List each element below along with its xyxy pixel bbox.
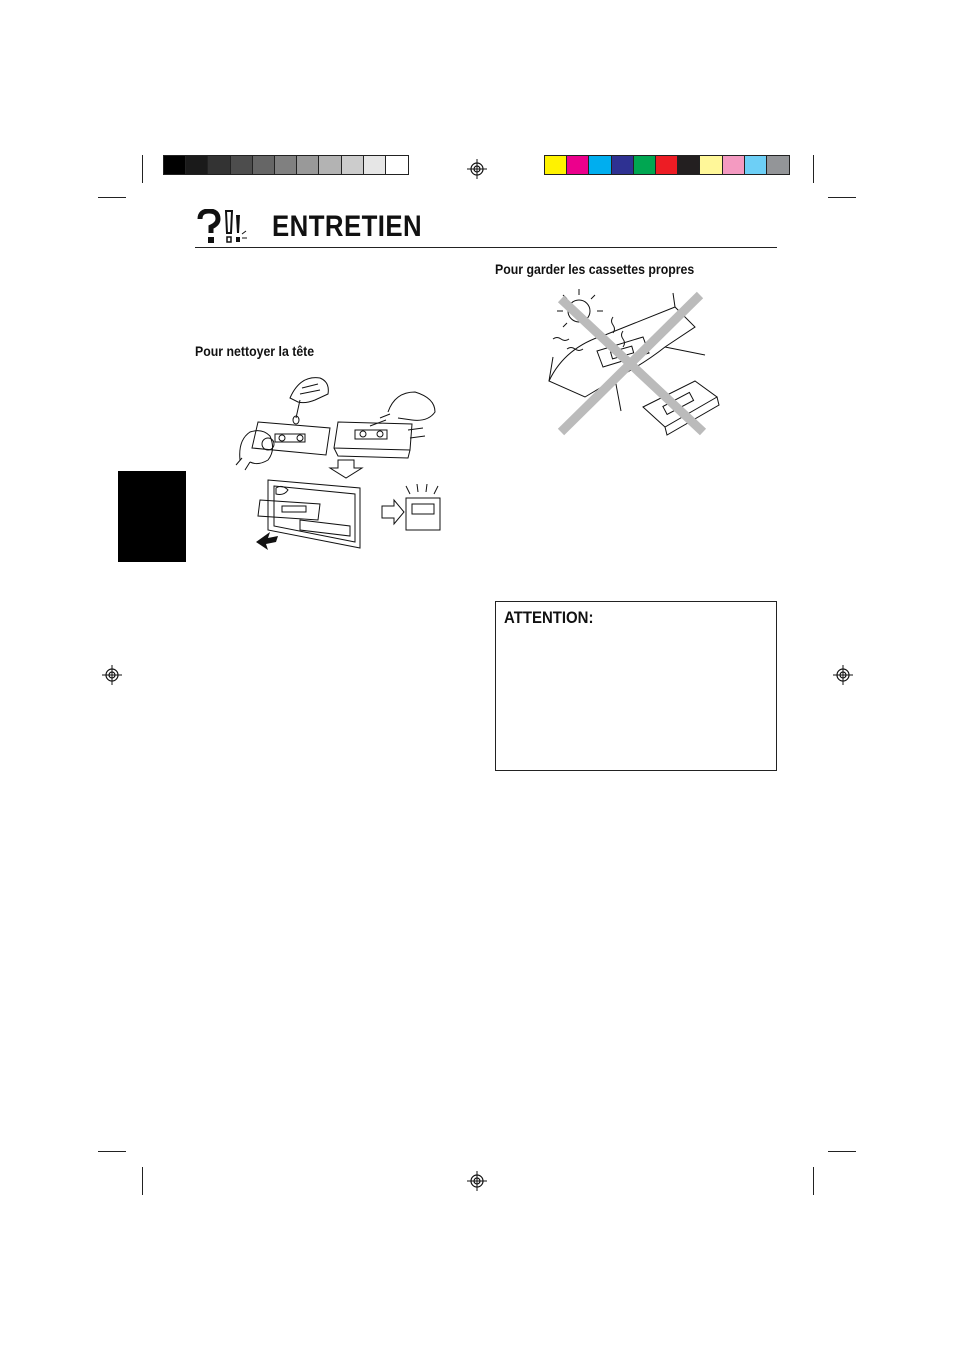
calibration-swatch: [612, 156, 634, 174]
calibration-swatch: [231, 156, 253, 174]
attention-label: ATTENTION:: [504, 608, 594, 627]
page-title: ENTRETIEN: [272, 210, 423, 243]
crop-mark: [828, 1151, 856, 1152]
calibration-swatch: [767, 156, 789, 174]
crop-mark: [828, 197, 856, 198]
calibration-swatch: [634, 156, 656, 174]
calibration-swatch: [700, 156, 722, 174]
side-tab: [118, 471, 186, 562]
registration-target-icon: [467, 159, 487, 179]
attention-box: [495, 601, 777, 771]
calibration-swatch: [723, 156, 745, 174]
registration-target-icon: [467, 1171, 487, 1191]
calibration-swatch: [678, 156, 700, 174]
calibration-swatch: [253, 156, 275, 174]
crop-mark: [142, 1167, 143, 1195]
crop-mark: [98, 197, 126, 198]
color-calibration-bar: [544, 155, 790, 175]
crop-mark: [142, 155, 143, 183]
calibration-swatch: [364, 156, 386, 174]
crop-mark: [813, 1167, 814, 1195]
section-heading-cassette-care: Pour garder les cassettes propres: [495, 261, 695, 277]
calibration-swatch: [745, 156, 767, 174]
calibration-swatch: [275, 156, 297, 174]
crop-mark: [98, 1151, 126, 1152]
calibration-swatch: [297, 156, 319, 174]
cassette-care-illustration: [545, 287, 725, 437]
head-cleaning-illustration: [230, 370, 445, 555]
title-divider: [195, 247, 777, 248]
section-heading-head-cleaning: Pour nettoyer la tête: [195, 343, 315, 359]
calibration-swatch: [208, 156, 230, 174]
crop-mark: [813, 155, 814, 183]
calibration-swatch: [545, 156, 567, 174]
calibration-swatch: [319, 156, 341, 174]
calibration-swatch: [186, 156, 208, 174]
grayscale-calibration-bar: [163, 155, 409, 175]
calibration-swatch: [342, 156, 364, 174]
question-exclamation-icon: [196, 209, 248, 245]
calibration-swatch: [164, 156, 186, 174]
registration-target-icon: [102, 665, 122, 685]
calibration-swatch: [656, 156, 678, 174]
registration-target-icon: [833, 665, 853, 685]
calibration-swatch: [567, 156, 589, 174]
calibration-swatch: [386, 156, 408, 174]
calibration-swatch: [589, 156, 611, 174]
